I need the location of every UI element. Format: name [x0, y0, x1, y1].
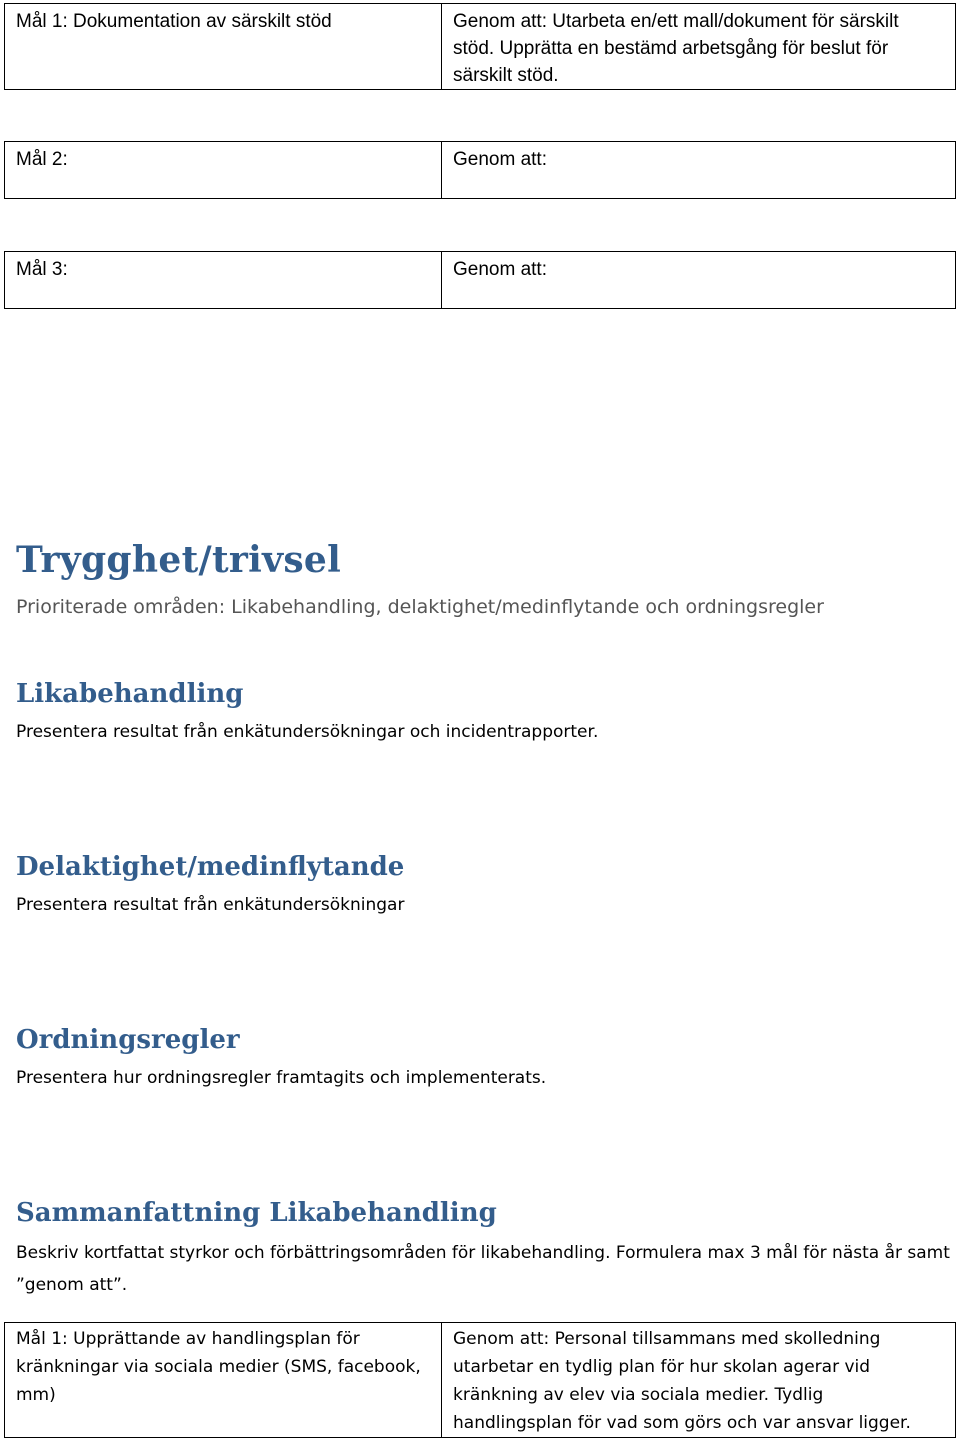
- ordningsregler-heading: Ordningsregler: [16, 1025, 240, 1055]
- section-title: Trygghet/trivsel: [16, 539, 342, 581]
- summary-goal-table: [4, 1322, 956, 1438]
- section-intro: Prioriterade områden: Likabehandling, delaktighet/medinflytande och ordningsregler: [16, 596, 824, 618]
- goal-cell: Mål 1: Upprättande av handlingsplan för kränkningar via sociala medier (SMS, facebook, mm): [5, 1323, 442, 1438]
- table-row: [5, 4, 956, 90]
- goal-cell: Mål 2:: [5, 142, 442, 199]
- delaktighet-heading: Delaktighet/medinflytande: [16, 852, 405, 882]
- sammanfattning-heading: Sammanfattning Likabehandling: [16, 1198, 497, 1228]
- delaktighet-text: Presentera resultat från enkätundersökningar: [16, 895, 405, 915]
- table-row: [5, 252, 956, 309]
- table-row: [5, 142, 956, 199]
- table-row: [5, 1323, 956, 1438]
- method-cell: Genom att: Personal tillsammans med skolledning utarbetar en tydlig plan för hur skolan agerar vid kränkning av elev via sociala medier. Tydlig handlingsplan för vad som görs och var ansvar ligger.: [442, 1323, 956, 1438]
- method-cell: Genom att: Utarbeta en/ett mall/dokument för särskilt stöd. Upprätta en bestämd arbetsgång för beslut för särskilt stöd.: [442, 4, 956, 90]
- likabehandling-text: Presentera resultat från enkätundersökningar och incidentrapporter.: [16, 722, 599, 742]
- goal-cell: Mål 3:: [5, 252, 442, 309]
- goal-cell: Mål 1: Dokumentation av särskilt stöd: [5, 4, 442, 90]
- likabehandling-heading: Likabehandling: [16, 679, 244, 709]
- goal-table-3: [4, 251, 956, 309]
- ordningsregler-text: Presentera hur ordningsregler framtagits och implementerats.: [16, 1068, 547, 1088]
- sammanfattning-text: Beskriv kortfattat styrkor och förbättringsområden för likabehandling. Formulera max 3 mål för nästa år samt ”genom att”.: [16, 1243, 950, 1295]
- method-cell: Genom att:: [442, 142, 956, 199]
- goal-table-1: [4, 3, 956, 90]
- goal-table-2: [4, 141, 956, 199]
- method-cell: Genom att:: [442, 252, 956, 309]
